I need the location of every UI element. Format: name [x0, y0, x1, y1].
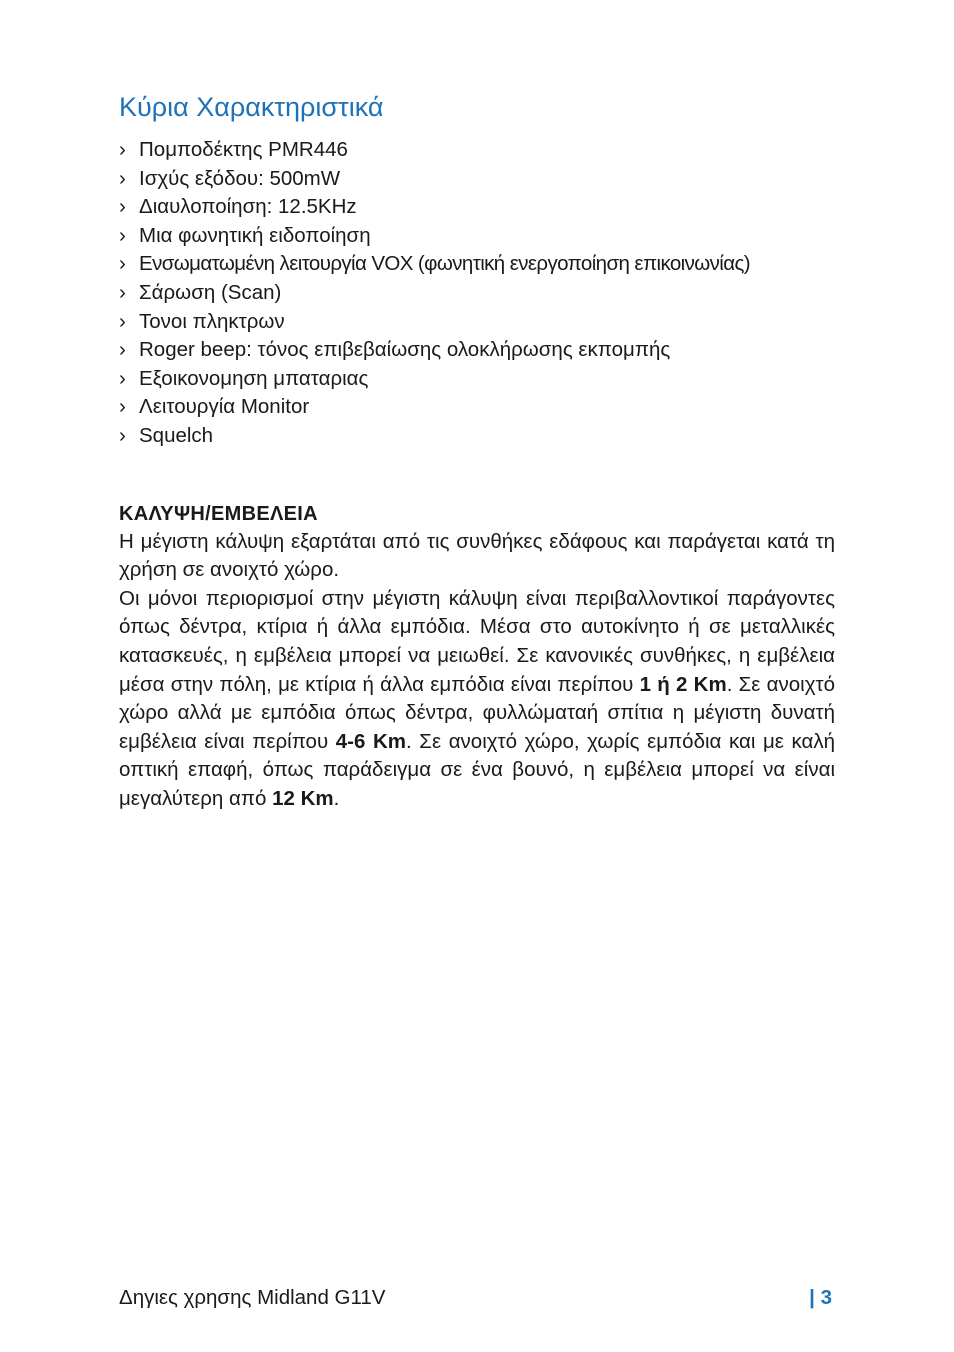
feature-text: Λειτουργία Monitor [139, 395, 310, 419]
list-item [119, 250, 835, 279]
footer-page-number [809, 1283, 832, 1313]
paragraph-text: . [333, 786, 340, 810]
bullet-icon: › [119, 280, 126, 304]
list-item [119, 193, 835, 222]
list-item [119, 365, 835, 394]
feature-text: Διαυλοποίηση: 12.5KHz [139, 195, 357, 219]
list-item [119, 136, 835, 165]
range-open-clear: 12 Km [272, 786, 334, 810]
coverage-paragraph-1: Η μέγιστη κάλυψη εξαρτάται από τις συνθήκες εδάφους και παράγεται κατά τη χρήση σε ανοιχτό χώρο. [119, 529, 835, 582]
page-number: 3 [820, 1286, 832, 1309]
feature-text: Squelch [139, 423, 214, 447]
coverage-section-title: ΚΑΛΥΨΗ/ΕΜΒΕΛΕΙΑ [119, 502, 318, 525]
paragraph-text: Οι μόνοι περιορισμοί στην μέγιστη κάλυψη είναι περιβαλλοντικοί παράγοντες όπως δέντρα, κτίρια ή άλλα εμπόδια. Μέσα στο αυτοκίνητο ή σε μεταλλικές κατασκευές, η εμβέλεια μπορεί να μειωθεί. Σε κανονικές συνθήκες, η εμβέλεια μέσα στην πόλη, με κτίρια ή άλλα εμπόδια είναι περίπου [119, 586, 835, 696]
bullet-icon: › [119, 309, 126, 333]
features-list [119, 136, 835, 451]
feature-text: Roger beep: τόνος επιβεβαίωσης ολοκλήρωσης εκπομπής [139, 338, 671, 362]
feature-text: Σάρωση (Scan) [139, 280, 282, 304]
bullet-icon: › [119, 338, 126, 362]
feature-text: Τονοι πληκτρων [139, 309, 285, 333]
bullet-icon: › [119, 223, 126, 247]
bullet-icon: › [119, 166, 126, 190]
page-content [119, 88, 835, 813]
feature-text: Μια φωνητική ειδοποίηση [139, 223, 371, 247]
paragraph-text: . Σε ανοιχτό χώρο, χωρίς εμπόδια και με καλή οπτική επαφή, όπως παράδειγμα σε ένα βουνό, η εμβέλεια μπορεί να είναι μεγαλύτερη από [119, 729, 836, 810]
list-item [119, 279, 835, 308]
feature-text: Ενσωματωμένη λειτουργία VOX (φωνητική ενεργοποίηση επικοινωνίας) [139, 252, 751, 276]
list-item [119, 422, 835, 451]
list-item [119, 336, 835, 365]
feature-text: Ισχύς εξόδου: 500mW [139, 166, 341, 190]
bullet-icon: › [119, 252, 126, 276]
list-item [119, 165, 835, 194]
footer-doc-title: Δηγιες χρησης Midland G11V [119, 1286, 386, 1309]
section-heading-main-features: Κύρια Χαρακτηριστικά [119, 92, 384, 122]
bullet-icon: › [119, 195, 126, 219]
footer-separator: | [809, 1286, 815, 1309]
feature-text: Εξοικονομηση μπαταριας [139, 366, 369, 390]
range-city: 1 ή 2 Km [639, 672, 727, 696]
list-item [119, 393, 835, 422]
list-item [119, 222, 835, 251]
list-item [119, 308, 835, 337]
bullet-icon: › [119, 423, 126, 447]
bullet-icon: › [119, 395, 126, 419]
range-open-obstacles: 4-6 Km [335, 729, 407, 753]
bullet-icon: › [119, 366, 126, 390]
coverage-paragraph-2 [119, 585, 835, 814]
feature-text: Πομποδέκτης PMR446 [139, 138, 348, 161]
page-footer [119, 1283, 832, 1313]
paragraph-text: . Σε ανοιχτό χώρο αλλά με εμπόδια όπως δέντρα, φυλλώματαή σπίτια η μέγιστη δυνατή εμβέλεια είναι περίπου [119, 672, 835, 753]
bullet-icon: › [119, 138, 126, 161]
